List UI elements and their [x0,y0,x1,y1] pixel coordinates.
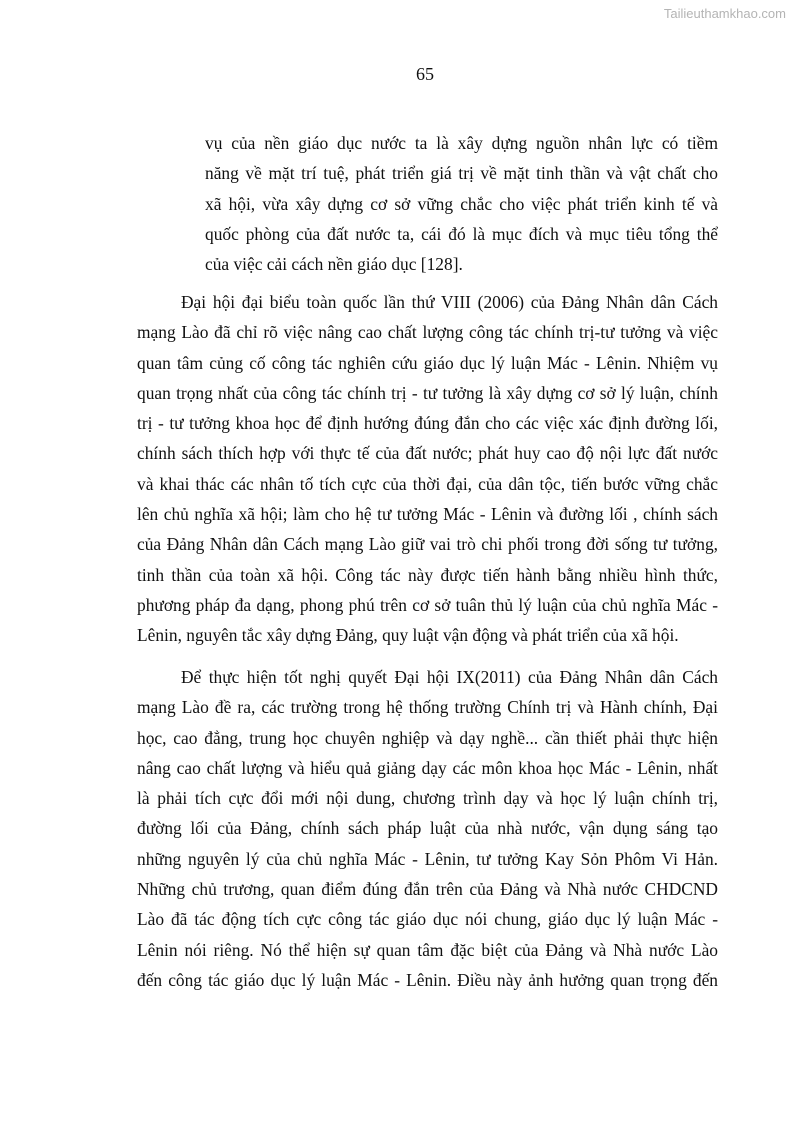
page-number: 65 [416,64,434,84]
text-line: những nguyên lý của chủ nghĩa Mác - Lênin, tư tưởng Kay Sỏn Phôm Vi Hản. [137,848,718,869]
text-line: Đại hội đại biểu toàn quốc lần thứ VIII (2006) của Đảng Nhân dân Cách [181,292,718,312]
paragraph-1 [137,287,718,651]
text-line: Những chủ trương, quan điểm đúng đắn trên của Đảng và Nhà nước CHDCND [137,879,718,900]
text-line: và khai thác các nhân tố tích cực của thời đại, của dân tộc, tiến bước vững chắc [137,473,718,494]
text-line: xã hội, vừa xây dựng cơ sở vững chắc cho việc phát triển kinh tế và [205,193,718,214]
text-line: vụ của nền giáo dục nước ta là xây dựng nguồn nhân lực có tiềm [205,133,718,153]
text-line: đến công tác giáo dục lý luận Mác - Lênin. Điều này ảnh hưởng quan trọng đến [137,969,718,990]
text-line: Lênin nói riêng. Nó thể hiện sự quan tâm đặc biệt của Đảng và Nhà nước Lào [137,939,718,960]
text-line: quốc phòng của đất nước ta, cái đó là mục đích và mục tiêu tổng thể [205,223,718,244]
text-line: là phải tích cực đổi mới nội dung, chương trình dạy và học lý luận chính trị, [137,788,718,809]
paragraph-2 [137,662,718,995]
text-line: quan tâm củng cố công tác nghiên cứu giáo dục lý luận Mác - Lênin. Nhiệm vụ [137,352,718,373]
text-line: đường lối của Đảng, chính sách pháp luật của nhà nước, vận dụng sáng tạo [137,818,718,839]
text-line: phương pháp đa dạng, phong phú trên cơ sở tuân thủ lý luận của chủ nghĩa Mác - [137,594,718,615]
text-line: Lào đã tác động tích cực công tác giáo dục nói chung, giáo dục lý luận Mác - [137,909,718,930]
text-line: chính sách thích hợp với thực tế của đất nước; phát huy cao độ nội lực đất nước [137,443,718,464]
text-line: nâng cao chất lượng và hiểu quả giảng dạy các môn khoa học Mác - Lênin, nhất [137,757,718,778]
text-line: Để thực hiện tốt nghị quyết Đại hội IX(2011) của Đảng Nhân dân Cách [181,667,718,687]
text-line: học, cao đẳng, trung học chuyên nghiệp và dạy nghề... cần thiết phải thực hiện [137,727,718,748]
text-line: năng về mặt trí tuệ, phát triển giá trị về mặt tinh thần và vật chất cho [205,163,718,184]
text-line: mạng Lào đề ra, các trường trong hệ thống trường Chính trị và Hành chính, Đại [137,697,718,718]
text-line: mạng Lào đã chỉ rõ việc nâng cao chất lượng công tác chính trị-tư tưởng và việc [137,322,718,343]
watermark: Tailieuthamkhao.com [663,6,786,21]
text-line: trị - tư tưởng khoa học để định hướng đúng đắn cho các việc xác định đường lối, [137,413,718,434]
text-line: Lênin, nguyên tắc xây dựng Đảng, quy luật vận động và phát triển của xã hội. [137,625,679,646]
text-line: lên chủ nghĩa xã hội; làm cho hệ tư tưởng Mác - Lênin và đường lối , chính sách [137,504,718,525]
text-line: của Đảng Nhân dân Cách mạng Lào giữ vai trò chi phối trong đời sống tư tưởng, [137,534,718,555]
text-line: của việc cải cách nền giáo dục [128]. [205,254,463,275]
text-line: tinh thần của toàn xã hội. Công tác này được tiến hành bằng nhiều hình thức, [137,564,718,585]
quote-block [205,128,718,279]
text-line: quan trọng nhất của công tác chính trị - tư tưởng là xây dựng cơ sở lý luận, chính [137,382,718,403]
